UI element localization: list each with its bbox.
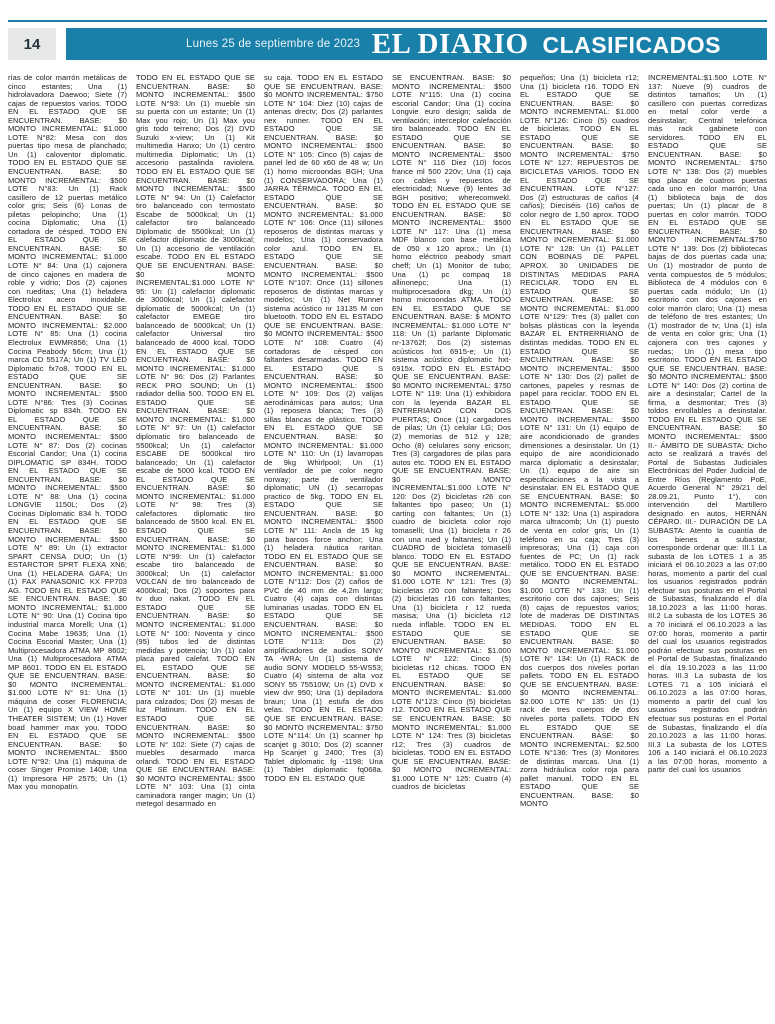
classified-column-2: TODO EN EL ESTADO QUE SE ENCUENTRAN. BASE: $0 MONTO INCREMENTAL: $500 LOTE N°93: Un (1) mueble sin su puerta con un estante; Un (1) Max you rojo; Un (1) Max you gris todo terreno; Dos (2) DVD Suzuki x-view; Un (1) Kit multimedia Hanxo; Un (1) centro multimedia Diplomatic; Un (1) accesorio pastalinda raviolera. TODO EN EL ESTADO QUE SE ENCUENTRAN. BASE: $0 MONTO INCREMENTAL: $500 LOTE N° 94: Un (1) Calefactor tiro balanceado con termostato Escabe de 5000kcal; Un (1) calefactor tiro balanceado Diplomatic de 5500kcal; Un (1) calefactor diplomatic de 3000kcal; Un (1) accesorio de ventilación escabe. TODO EN EL ESTADO QUE SE ENCUENTRAN. BASE: $0 MONTO INCREMENTAL:$1.000 LOTE N° 95: Un (1) calefactor diplomatic de 3000kcal; Un (1) calefactor diplomatic de 5000kcal; Un (1) calefactor EMEGE tiro balanceado de 5000kcal; Un (1) calefactor Universal tiro balanceado de 4000 kcal. TODO EN EL ESTADO QUE SE ENCUENTRAN. BASE: $0 MONTO INCREMENTAL: $1.000 LOTE N° 96: Dos (2) Parlantes RECK PRO SOUND; Un (1) radiador dellia 500. TODO EN EL ESTADO QUE SE ENCUENTRAN. BASE: $0 MONTO INCREMENTAL: $1.000 LOTE N° 97: Un (1) calefactor diplomatic tiro balanceado de 5500kcal; Un (1) calefactor ESCABE DE 5000kcal tiro balanceado; Un (1) calefactor escabe de 5000 kcal. TODO EN EL ESTADO QUE SE ENCUENTRAN. BASE: $0 MONTO INCREMENTAL: $1.000 LOTE N° 98: Tres (3) calefactores diplomatic tiro balanceado de 5500 kcal. EN EL ESTADO QUE SE ENCUENTRAN. BASE: $0 MONTO INCREMENTAL: $1.000 LOTE N°99: Un (1) calefactor escabe tiro balanceado de 3000kcal; Un (1) calefactor VOLCAN de tiro balanceado de 4000kcal; Dos (2) soportes para tv duo nakat. TODO EN EL ESTADO QUE SE ENCUENTRAN. BASE: $0 MONTO INCREMENTAL: $1.000 LOTE N° 100: Noventa y cinco (95) tubos led de distintas medidas y potencia; Un (1) calor placa pared calefat. TODO EN EL ESTADO QUE SE ENCUENTRAN. BASE: $0 MONTO INCREMENTAL: $1.000 LOTE N° 101: Un (1) mueble para calzados; Dos (2) mesas de luz Platinum. TODO EN EL ESTADO QUE SE ENCUENTRAN. BASE: $0 MONTO INCREMENTAL: $500 LOTE N° 102: Siete (7) cajas de muebles desarmado marca orlandi. TODO EN EL ESTADO QUE SE ENCUENTRAN. BASE: $0 MONTO INCREMENTAL: $500 LOTE N° 103: Una (1) cinta caminadora ranger magin; Un (1) metegol desarmado en [136, 74, 255, 809]
top-rule-divider [8, 20, 767, 22]
section-title: CLASIFICADOS [542, 31, 721, 58]
classified-column-6: INCREMENTAL:$1.500 LOTE N° 137: Nueve (9) cuadros de distintos tamaños; Un (1) casillero con puertas corredizas en metal color verde a desinstalar; Central telefónica más rack gabinete con servidores. TODO EN EL ESTADO QUE SE ENCUENTRAN. BASE: $0 MONTO INCREMENTAL: $750 LOTE N° 138: Dos (2) muebles tipo placar de cuatros puertas cada uno en color marrón; Una (1) biblioteca baja de dos puertas; Un (1) placar de 8 puertas en color marrón. TODO EN EL ESTADO QUE SE ENCUENTRAN. BASE: $0 MONTO INCREMENTAL:$750 LOTE N° 139: Dos (2) bibliotecas bajas de dos puertas cada una; Un (1) mostrador de punto de venta compuestos de 5 módulos; Biblioteca de 4 módulos con 6 puertas cada módulo; Un (1) escritorio con dos cajones en color marrón claro; Una (1) mesa de teléfono de tres estantes; Un (1) mostrador de tv; Una (1) isla de venta en color gris; Una (1) cajonera con tres cajones y ruedas; Un (1) mesa tipo escritorio. TODO EN EL ESTADO QUE SE ENCUENTRAN. BASE: $0 MONTO INCREMENTAL: $500 LOTE N° 140: Dos (2) cortina de aire a desinstalar; Cartel de la firma, a desmontar; Tres (3) toldos enrollables a desinstalar. TODO EN EL ESTADO QUE SE ENCUENTRAN. BASE: $0 MONTO INCREMENTAL: $500 II.- ÁMBITO DE SUBASTA: Dicho acto se realizará a través del Portal de Subastas Judiciales Electrónicas del Poder Judicial de Entre Ríos (Reglamento PoE, Acuerdo General N° 29/21 del 28.09.21, Punto 1°), con intervención del Martillero designado en autos, HERNÁN CÉPARO. III.- DURACIÓN DE LA SUBASTA: Atento la cuantía de los bienes a subastar, corresponde ordenar que: III.1 La subasta de los LOTES 1 a 35 iniciará el 06.10.2023 a las 07:00 horas, momento a partir del cual los usuarios registrados podrán efectuar sus posturas en el Portal de Subastas, finalizando el día 18.10.2023 a las 11:00 horas. III.2 La subasta de los LOTES 36 a 70 iniciará el 06.10.2023 a las 07:00 horas, momento a partir del cual los usuarios registrados podrán efectuar sus posturas en el Portal de Subastas, finalizando el día 19.10.2023 a las 11:00 horas. III.3 La subasta de los LOTES 71 a 105 iniciará el 06.10.2023 a las 07:00 horas, momento a partir del cual los usuarios registrados podrán efectuar sus posturas en el Portal de Subastas, finalizando el día 20.10.2023 a las 11:00 horas. III.3 La subasta de los LOTES 106 a 140 iniciará el 06.10.2023 a las 07:00 horas, momento a partir del cual los usuarios [648, 74, 767, 775]
masthead-title: EL DIARIO [371, 27, 529, 60]
classifieds-body [8, 74, 767, 1006]
masthead-group [371, 27, 721, 60]
issue-date: Lunes 25 de septiembre de 2023 [186, 38, 361, 50]
classified-column-3: su caja. TODO EN EL ESTADO QUE SE ENCUENTRAN. BASE: $0 MONTO INCREMENTAL: $750 LOTE N° 104: Diez (10) cajas de antenas drectv; Dos (2) parlantes nex runner. TODO EN EL ESTADO QUE SE ENCUENTRAN. BASE: $0 MONTO INCREMENTAL: $500 LOTE N° 105: Cinco (5) cajas de panel led de 60 x60 de 48 w; Un (1) horno microondas BGH; Una (1) CONSERVADORA; Una (1) JARRA TÉRMICA. TODO EN EL ESTADO QUE SE ENCUENTRAN. BASE: $0 MONTO INCREMENTAL: $1.000 LOTE N° 106: Once (11) sillones reposeros de distintas marcas y modelos; Una (1) conservadora color azul. TODO EN EL ESTADO QUE SE ENCUENTRAN. BASE: $0 MONTO INCREMENTAL: $500 LOTE N°107: Once (11) sillones reposeros de distintas marcas y modelos; Un (1) Net Runner sistema acústico nr 13135 M con bluetooth. TODO EN EL ESTADO QUE SE ENCUENTRAN. BASE: $0 MONTO INCREMENTAL: $500 LOTE N° 108: Cuatro (4) cortadoras de césped con faltantes desarmadas. TODO EN EL ESTADO QUE S ENCUENTRAN. BASE: $0 MONTO INCREMENTAL: $500 LOTE N° 109: Dos (2) valijas aerodinámicas para autos; Una (1) reposera blanca; Tres (3) sillas blancas de plástico. TODO EN EL ESTADO QUE SE ENCUENTRAN. BASE: $0 MONTO INCREMENTAL: $1.000 LOTE N° 110: Un (1) lavarropas de 9kg Whirlpool; Un (1) ventilador de pie color negro norway; parte de ventilador diplomatic; UN (1) secarropas practico de 5kg. TODO EN EL ESTADO QUE SE ENCUENTRAN. BASE: $0 MONTO INCREMENTAL: $500 LOTE N° 111: Ancla de 15 kg para barcos force anchor; Una (1) heladera náutica raritan. TODO EN EL ESTADO QUE SE ENCUENTRAN. BASE: $0 MONTO INCREMENTAL: $1.000 LOTE N°112: Dos (2) caños de PVC de 40 mm de 4,2m largo; Cuatro (4) cajas con distintas luminarias usadas. TODO EN EL ESTADO QUE SE ENCUENTRAN. BASE: $0 MONTO INCREMENTAL: $500 LOTE N°113: Dos (2) amplificadores de audios SONY TA -WRA; Un (1) sistema de audio SONY MODELO 55-WS53; Cuatro (4) sistema de alta voz SONY 55 75510W; Un (1) DVD x view dvr 950; Una (1) depiladora braun; Una (1) estufa de dos velas. TODO EN EL ESTADO QUE SE ENCUENTRAN. BASE: $0 MONTO INCREMENTAL: $750 LOTE N°114: Un (1) scanner hp scanjet g 3010; Dos (2) scanner Hp Scanjet g 2400; Tres (3) Tablet diplomatic fg -1198; Una (1) Tablet diplomatic fq068a. TODO EN EL ESTADO QUE [264, 74, 383, 783]
classified-column-4: SE ENCUENTRAN. BASE: $0 MONTO INCREMENTAL: $500 LOTE N°115: Una (1) cocina escorial Candor; Una (1) cocina Longvie euro design; salida de ventilación; interceplor calefacción tiro balanceado. TODO EN EL ESTADO QUE SE ENCUENTRAN. BASE: $0 MONTO INCREMENTAL: $500 LOTE N° 116 Diez (10) focos france ml 500 220v; Una (1) caja con cables y repuestos de electricidad; Nueve (9) lentes 3d BGH positivo; wherecomwekl. TODO EN EL ESTADO QUE SE ENCUENTRAN. BASE: $0 MONTO INCREMENTAL: $500 LOTE N° 117: Una (1) mesa MDF blanco con base metálica de 050 x 120 aprox.; Un (1) horno eléctrico peabody smart cheff; Un (1) Monitor de tubo; Una (1) pc compaq 18 allinonepc; Una (1) multiprocesadora dkg; Un (1) horno microondas ATMA. TODO EN EL ESTADO QUE SE ENCUENTRAN. BASE: $ MONTO INCREMENTAL: $1.000 LOTE N° 118: Un (1) parlante Diplomatic nr-13762f; Dos (2) sistemas acústicos hxt 6915-e; Un (1) sistema acústico diplomatic hxt-6915x. TODO EN EL ESTADO QUE SE ENCUENTRAN. BASE: $0 MONTO INCREMENTAL: $750 LOTE N° 119: Una (1) exhibidora con la leyenda BAZAR EL ENTRERIANO CON DOS PUERTAS; Once (11) cargadores de pilas; Un (1) celular LG; Dos (2) memorias de 512 y 128; Ocho (8) celulares sony ericson; Tres (3) cargadores de pilas para autos etc. TODO EN EL ESTADO QUE SE ENCUENTRAN. BASE: $0 MONTO INCREMENTAL:$1.000 LOTE N° 120: Dos (2) bicicletas r26 con faltantes tipo paseo; Un (1) carting con faltantes; Un (1) cuadro de bicicleta color rojo tomaselli; Una (1) bicicleta r 26 con una rued y faltantes; Un (1) CUADRO de bicicleta tomaselli blanco. TODO EN EL ESTADO QUE SE ENCUENTRAN. BASE: $0 MONTO INCREMENTAL: $1.000 LOTE N° 121: Tres (3) bicicletas r20 con faltantes; Dos (2) bicicletas r16 con faltantes; Una (1) bicicleta r 12 rueda masisa; Una (1) bicicleta r12 rueda inflable. TODO EN EL ESTADO QUE SE ENCUENTRAN. BASE: $0 MONTO INCREMENTAL: $1.000 LOTE N° 122: Cinco (5) bicicletas r12 chicas. TODO EN EL ESTADO QUE SE ENCUENTRAN. BASE: $0 MONTO INCREMENTAL: $1.000 LOTE N°123: Cinco (5) bicicletas r12. TODO EN EL ESTADO QUE SE ENCUENTRAN. BASE: $0 MONTO INCREMENTAL: $1.000 LOTE N° 124: Tres (3) bicicletas r12; Tres (3) cuadros de bicicletas. TODO EN EL ESTADO QUE SE ENCUENTRAN. BASE: $0 MONTO INCREMENTAL: $1.000 LOTE N° 125: Cuatro (4) cuadros de bicicletas [392, 74, 511, 792]
page-number: 14 [8, 28, 56, 60]
classified-column-1: rías de color marrón metálicas de cinco estantes; Una (1) hidrolavadora Daewoo; Siete (7) cajas de repuestos varios. TODO EN EL ESTADO QUE SE ENCUENTRAN. BASE: $0 MONTO INCREMENTAL: $1.000 LOTE N°82: Mesa con dos puertas tipo mesa de planchado; Un (1) caloventor diplomatic. TODO EN EL ESTADO QUE SE ENCUENTRAN. BASE: $0 MONTO INCREMENTAL: $500 LOTE N°83: Un (1) Rack casillero de 12 puertas metálico color gris; Seis (6) Lonas de piletas pelopincho; Una (1) cocina Diplomatic; Una (1) cortadora de césped. TODO EN EL ESTADO QUE SE ENCUENTRAN. BASE: $0 MONTO INCREMENTAL: $1.000 LOTE N° 84: Una (1) cajonera de cinco cajones en madera de roble y vidrio; Dos (2) cajones con rueditas; Una (1) heladera Electrolux acero inoxidable. TODO EN EL ESTADO QUE SE ENCUENTRAN. BASE: $0 MONTO INCREMENTAL: $2.000 LOTE N° 85: Una (1) cocina Electrolux EWMR856; Una (1) Cocina Peabody 56cm; Una (1) marca CD 5517A; Un (1) TV LED Diplomatic fx7o8. TODO EN EL ESTADO QUE SE ENCUENTRAN. BASE: $0 MONTO INCREMENTAL: $500 LOTE N°86: Tres (3) Cocinas Diplomatic sp 834h. TODO EN EL ESTADO QUE SE ENCUENTRAN. BASE: $0 MONTO INCREMENTAL: $500 LOTE N° 87: Dos (2) cocinas Escorial Candor; Una (1) cocina DIPLOMATIC SP 834H. TODO EN EL ESTADO QUE SE ENCUENTRAN. BASE: $0 MONTO INCREMENTAL: $500 LOTE N° 88: Una (1) cocina LONGVIE 1150L; Dos (2) Cocinas Diplomatic 834 h. TODO EN EL ESTADO QUE SE ENCUENTRAN. BASE: $0 MONTO INCREMENTAL: $500 LOTE N° 89: Un (1) extractor SPART CENSA DUO; Un (1) ESTARCTOR SPRT FLEXA XN6; Una (1) HELADERA GAFA; Un (1) FAX PANASONIC KX FP703 AG. TODO EN EL ESTADO QUE SE ENCUENTRAN. BASE: $0 MONTO INCREMENTAL: $1.000 LOTE N° 90: Una (1) Cocina tipo industrial marca Morelli; Una (1) Cocina Mabe 19635; Una (1) Cocina Escorial Master; Una (1) Multiprocesadora ATMA MP 8602; Una (1) Multiprocesadora ATMA MP 8601. TODO EN EL ESTADO QUE SE ENCUENTRAN. BASE: $0 MONTO INCREMENTAL: $1.000 LOTE N° 91: Una (1) máquina de coser FLORENCIA; Un (1) equipo X VIEW HOME THEATER SISTEM; Un (1) Hover boad hammer max you. TODO EN EL ESTADO QUE SE ENCUENTRAN. BASE: $0 MONTO INCREMENTAL: $500 LOTE N°92: Una (1) máquina de coser Singer Promise 1408; Una (1) Impresora HP 2575; Un (1) Max you monopatín. [8, 74, 127, 792]
classified-column-5: pequeños; Una (1) bicicleta r12; Una (1) bicicleta r16. TODO EN EL ESTADO QUE SE ENCUENTRAN. BASE: $0 MONTO INCREMENTAL: $1.000 LOTE N°126: Cinco (5) cuadros de bicicletas. TODO EN EL ESTADO QUE SE ENCUENTRAN. BASE: $0 MONTO INCREMENTAL: $750 LOTE N° 127: REPUESTOS DE BICICLETAS VARIOS. TODO EN EL ESTADO QUE SE ENCUENTRAN. LOTE N°127: Dos (2) estructuras de caños (4 caños); Dieciséis (16) caños de color negro de 1,50 aprox. TODO EN EL ESTADO QUE SE ENCUENTRAN. BASE: $0 MONTO INCREMENTAL: $1.000 LOTE N° 128: Un (1) PALLET CON BOBINAS DE PAPEL APROX. 30 UNIDADES DE DISTINTAS MEDIDAS PARA RECICLAR. TODO EN EL ESTADO QUE SE ENCUENTRAN. BASE: $0 MONTO INCREMENTAL: $1.000 LOTE N°129: Tres (3) pallet con bolsas plásticas con la leyenda BAZAR EL ENTRERRIANO de distintas medidas. TODO EN EL ESTADO QUE SE ENCUENTRAN. BASE: $0 MONTO INCREMENTAL: $500 LOTE N° 130: Dos (2) pallet de cartones, papeles y resmas de papel para reciclar. TODO EN EL ESTADO QUE SE ENCUENTRAN. BASE: $0 MONTO INCREMENTAL: $500 LOTE N° 131: Un (1) equipo de aire acondicionado de grandes dimensiones a desinstalar. Un (1) equipo de aire acondicionado marca diplomatic a desinstalar; Un (1) equipo de aire sin especificaciones a la vista a desinstalar. EN EL ESTADO QUE SE ENCUENTRAN. BASE: $0 MONTO INCREMENTAL: $5.000 LOTE N° 132: Una (1) aspiradora marca ultracomb; Un (1) puesto de venta en color gris; Un (1) teléfono en su caja; Tres (3) impresoras; Una (1) caja con fuentes de PC; Un (1) rack metálico. TODO EN EL ESTADO QUE SE ENCUENTRAN. BASE: $0 MONTO INCREMENTAL: $1.000 LOTE N° 133: Un (1) escritorio con dos cajones; Seis (6) cajas de repuestos varios; lote de maderas DE DISTINTAS MEDIDAS. TODO EN EL ESTADO QUE SE ENCUENTRAN. BASE: $0 MONTO INCREMENTAL: $1.000 LOTE N° 134: Un (1) RACK de dos cuerpos dos niveles portan pallets. TODO EN EL ESTADO QUE SE ENCUENTRAN. BASE: $0 MONTO INCREMENTAL: $2.000 LOTE N° 135: Un (1) rack de tres cuerpos de dos niveles porta pallets. TODO EN EL ESTADO QUE SE ENCUENTRAN. BASE: $0 MONTO INCREMENTAL: $2.500 LOTE N°136: Tres (3) Monitores de distintas marcas. Una (1) zorra hidráulica color roja para pallet manual. TODO EN EL ESTADO QUE SE ENCUENTRAN. BASE: $0 MONTO [520, 74, 639, 809]
page-header [8, 28, 767, 60]
header-bar [66, 28, 767, 60]
